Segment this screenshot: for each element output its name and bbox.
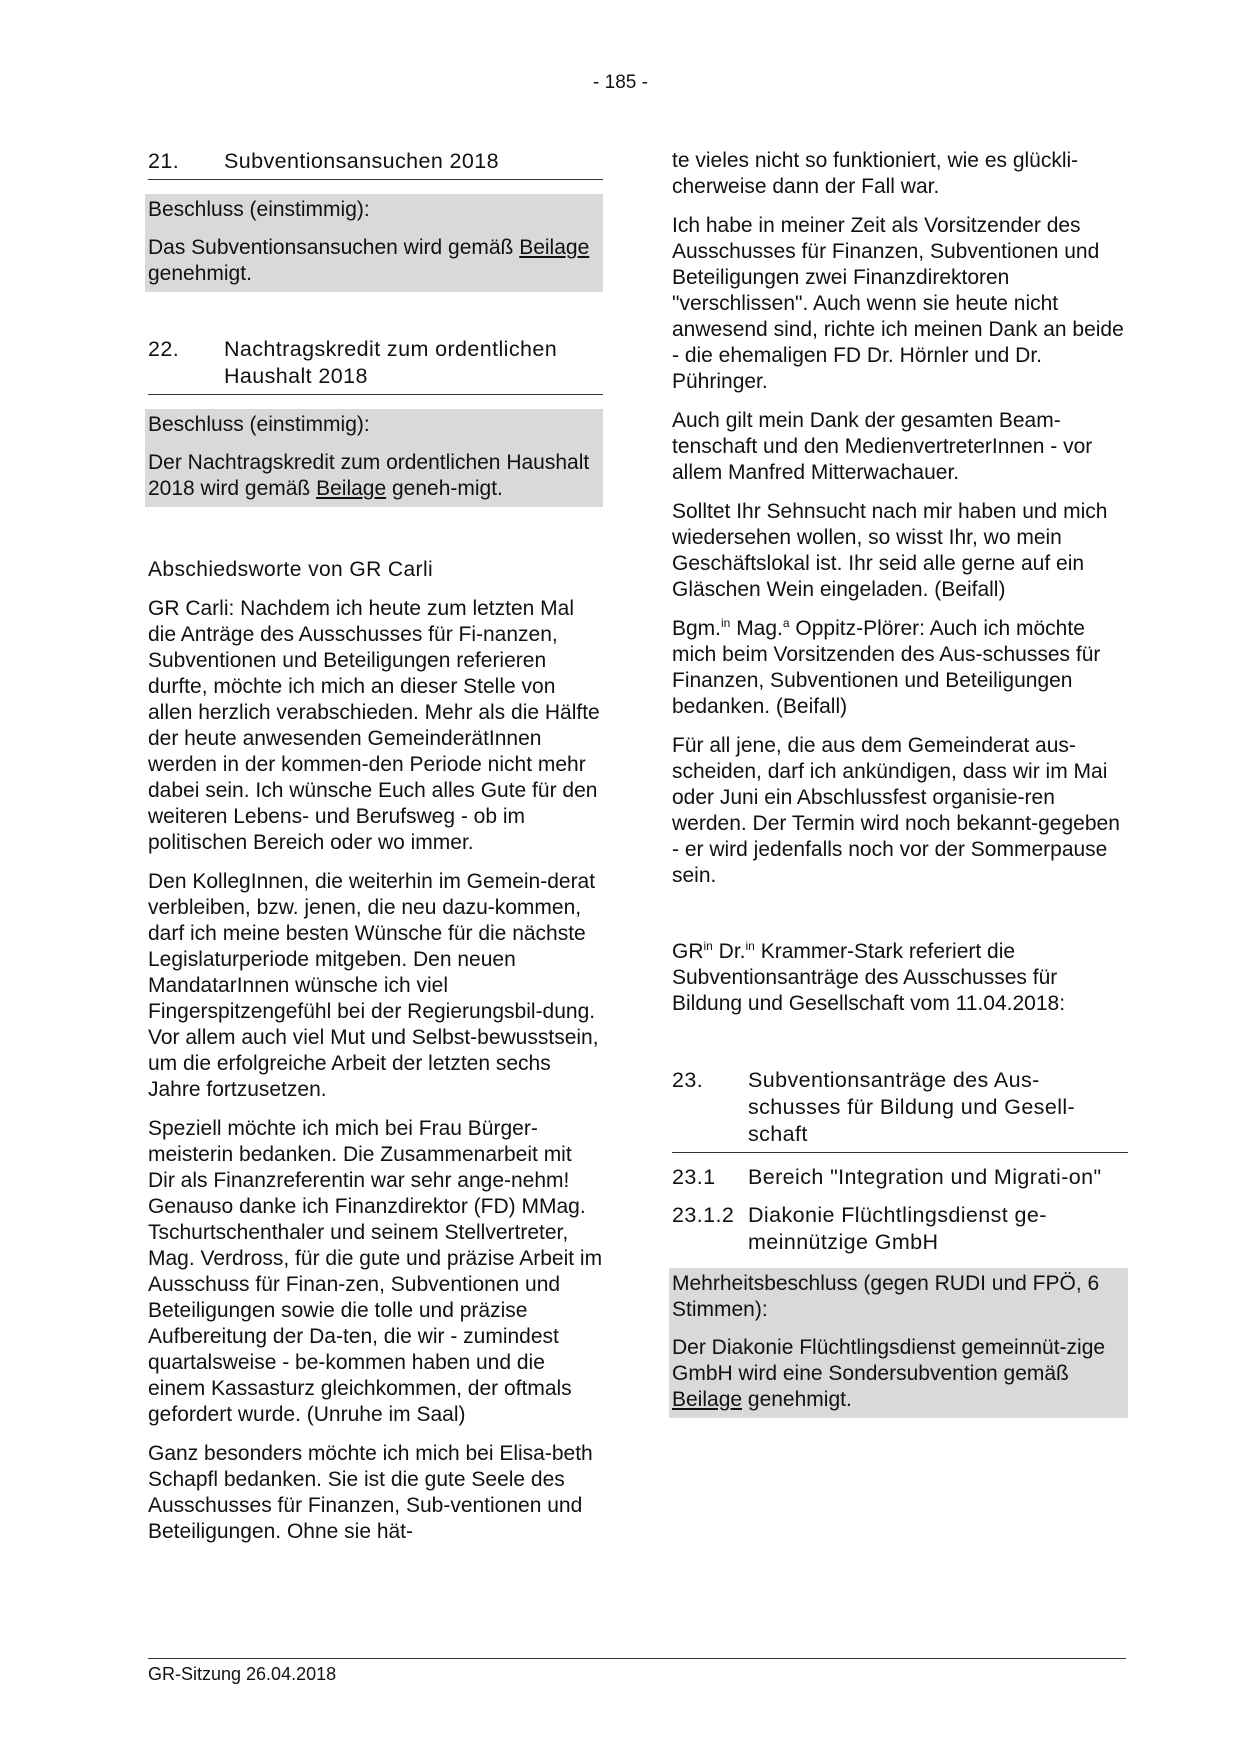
item-number: 21. — [148, 149, 180, 173]
farewell-paragraph-3: Speziell möchte ich mich bei Frau Bürger-meisterin bedanken. Die Zusammenarbeit mit Dir als Finanzreferentin war sehr ange-nehm! Genauso danke ich Finanzdirektor (FD) MMag. Tschurtschenthaler und seinem Stellvertreter, Mag. Verdross, für die gute und präzise Arbeit im Ausschuss für Finan-zen, Subventionen und Beteiligungen sowie die tolle und präzise Aufbereitung der Da-ten, die wir - zumindest quartalsweise - be-kommen haben und die einem Kassasturz gleichkommen, der oftmals gefordert wurde. (Unruhe im Saal) — [148, 1117, 603, 1426]
item-23-decision — [669, 1268, 1128, 1418]
item-title: Subventionsansuchen 2018 — [224, 149, 499, 173]
item-23-heading — [672, 1067, 1128, 1153]
item-number: 23. — [672, 1068, 704, 1092]
item-title: Diakonie Flüchtlingsdienst ge-meinnützige GmbH — [748, 1203, 1047, 1254]
item-22-decision — [145, 409, 603, 507]
decision-label: Mehrheitsbeschluss (gegen RUDI und FPÖ, 6 Stimmen): — [672, 1272, 1100, 1321]
farewell-paragraph-4: Ganz besonders möchte ich mich bei Elisa-beth Schapfl bedanken. Sie ist die gute Seele des Ausschusses für Finanzen, Sub-ventionen und Beteiligungen. Ohne sie hät- — [148, 1442, 593, 1543]
intro-paragraph: $GR^{in}$ Dr.$^{in}$ Krammer-Stark referiert die Subventionsanträge des Ausschusses für Bildung und Gesellschaft vom 11.04.2018: — [672, 939, 1066, 1015]
beilage-link[interactable]: Beilage — [519, 236, 590, 259]
farewell-heading: Abschiedsworte von GR Carli — [148, 558, 434, 581]
farewell-paragraph-6: Ich habe in meiner Zeit als Vorsitzender des Ausschusses für Finanzen, Subventionen und Beteiligungen zwei Finanzdirektoren "verschlissen". Auch wenn sie heute nicht anwesend sind, richte ich meinen Dank an beide - die ehemaligen FD Dr. Hörnler und Dr. Pühringer. — [672, 214, 1124, 393]
farewell-paragraph-1: GR Carli: Nachdem ich heute zum letzten Mal die Anträge des Ausschusses für Fi-nanzen, Subventionen und Beteiligungen referieren durfte, möchte ich mich an dieser Stelle von allen herzlich verabschieden. Mehr als die Hälfte der heute anwesenden GemeinderätInnen werden in der kommen-den Periode nicht mehr dabei sein. Ich wünsche Euch alles Gute für den weiteren Lebens- und Berufsweg - ob im politischen Bereich oder wo immer. — [148, 597, 600, 854]
farewell-paragraph-2: Den KollegInnen, die weiterhin im Gemein-derat verbleiben, bzw. jenen, die neu dazu-kommen, darf ich meine besten Wünsche für die nächste Legislaturperiode mitgeben. Den neuen MandatarInnen wünsche ich viel Fingerspitzengefühl bei der Regierungsbil-dung. Vor allem auch viel Mut und Selbst-bewusstsein, um die erfolgreiche Arbeit der letzten sechs Jahre fortzusetzen. — [148, 870, 599, 1101]
item-number: 23.1.2 — [672, 1203, 735, 1227]
farewell-paragraph-10: Für all jene, die aus dem Gemeinderat aus-scheiden, darf ich ankündigen, dass wir im Mai oder Juni ein Abschlussfest organisie-ren werden. Der Termin wird noch bekannt-gegeben - er wird jedenfalls noch vor der Sommerpause sein. — [672, 734, 1120, 887]
decision-label: Beschluss (einstimmig): — [148, 413, 370, 436]
decision-label: Beschluss (einstimmig): — [148, 198, 370, 221]
decision-text: Der Diakonie Flüchtlingsdienst gemeinnüt-zige GmbH wird eine Sondersubvention gemäß Beilage genehmigt. — [672, 1336, 1106, 1411]
page-number: - 185 - — [593, 72, 648, 93]
item-title: Bereich "Integration und Migrati-on" — [748, 1165, 1102, 1189]
item-23-1-2-heading — [672, 1202, 1128, 1256]
item-21-heading — [148, 148, 603, 180]
footer-divider — [148, 1658, 1126, 1659]
item-number: 23.1 — [672, 1165, 716, 1189]
decision-text: Das Subventionsansuchen wird gemäß Beilage genehmigt. — [148, 236, 590, 285]
farewell-paragraph-5: te vieles nicht so funktioniert, wie es glückli-cherweise dann der Fall war. — [672, 149, 1079, 198]
farewell-paragraph-7: Auch gilt mein Dank der gesamten Beam-tenschaft und den MedienvertreterInnen - vor allem Manfred Mitterwachauer. — [672, 409, 1093, 484]
footer-text: GR-Sitzung 26.04.2018 — [148, 1664, 337, 1684]
farewell-paragraph-8: Solltet Ihr Sehnsucht nach mir haben und mich wiedersehen wollen, so wisst Ihr, wo mein Geschäftslokal ist. Ihr seid alle gerne auf ein Gläschen Wein eingeladen. (Beifall) — [672, 500, 1108, 601]
left-column — [148, 148, 603, 1558]
item-number: 22. — [148, 337, 180, 361]
item-21-decision — [145, 194, 603, 292]
decision-text: Der Nachtragskredit zum ordentlichen Haushalt 2018 wird gemäß Beilage geneh-migt. — [148, 451, 590, 500]
mayor-thanks-paragraph: Bgm.$^{in}$ Mag.$^a$ Oppitz-Plörer: Auch ich möchte mich beim Vorsitzenden des Aus-schusses für Finanzen, Subventionen und Beteiligungen bedanken. (Beifall) — [672, 616, 1101, 718]
right-column — [672, 148, 1128, 1418]
beilage-link[interactable]: Beilage — [316, 477, 387, 500]
beilage-link[interactable]: Beilage — [672, 1388, 743, 1411]
item-title: Nachtragskredit zum ordentlichen Haushalt 2018 — [224, 337, 558, 388]
item-title: Subventionsanträge des Aus-schusses für Bildung und Gesell-schaft — [748, 1068, 1076, 1146]
item-22-heading — [148, 336, 603, 395]
item-23-1-heading — [672, 1164, 1128, 1191]
